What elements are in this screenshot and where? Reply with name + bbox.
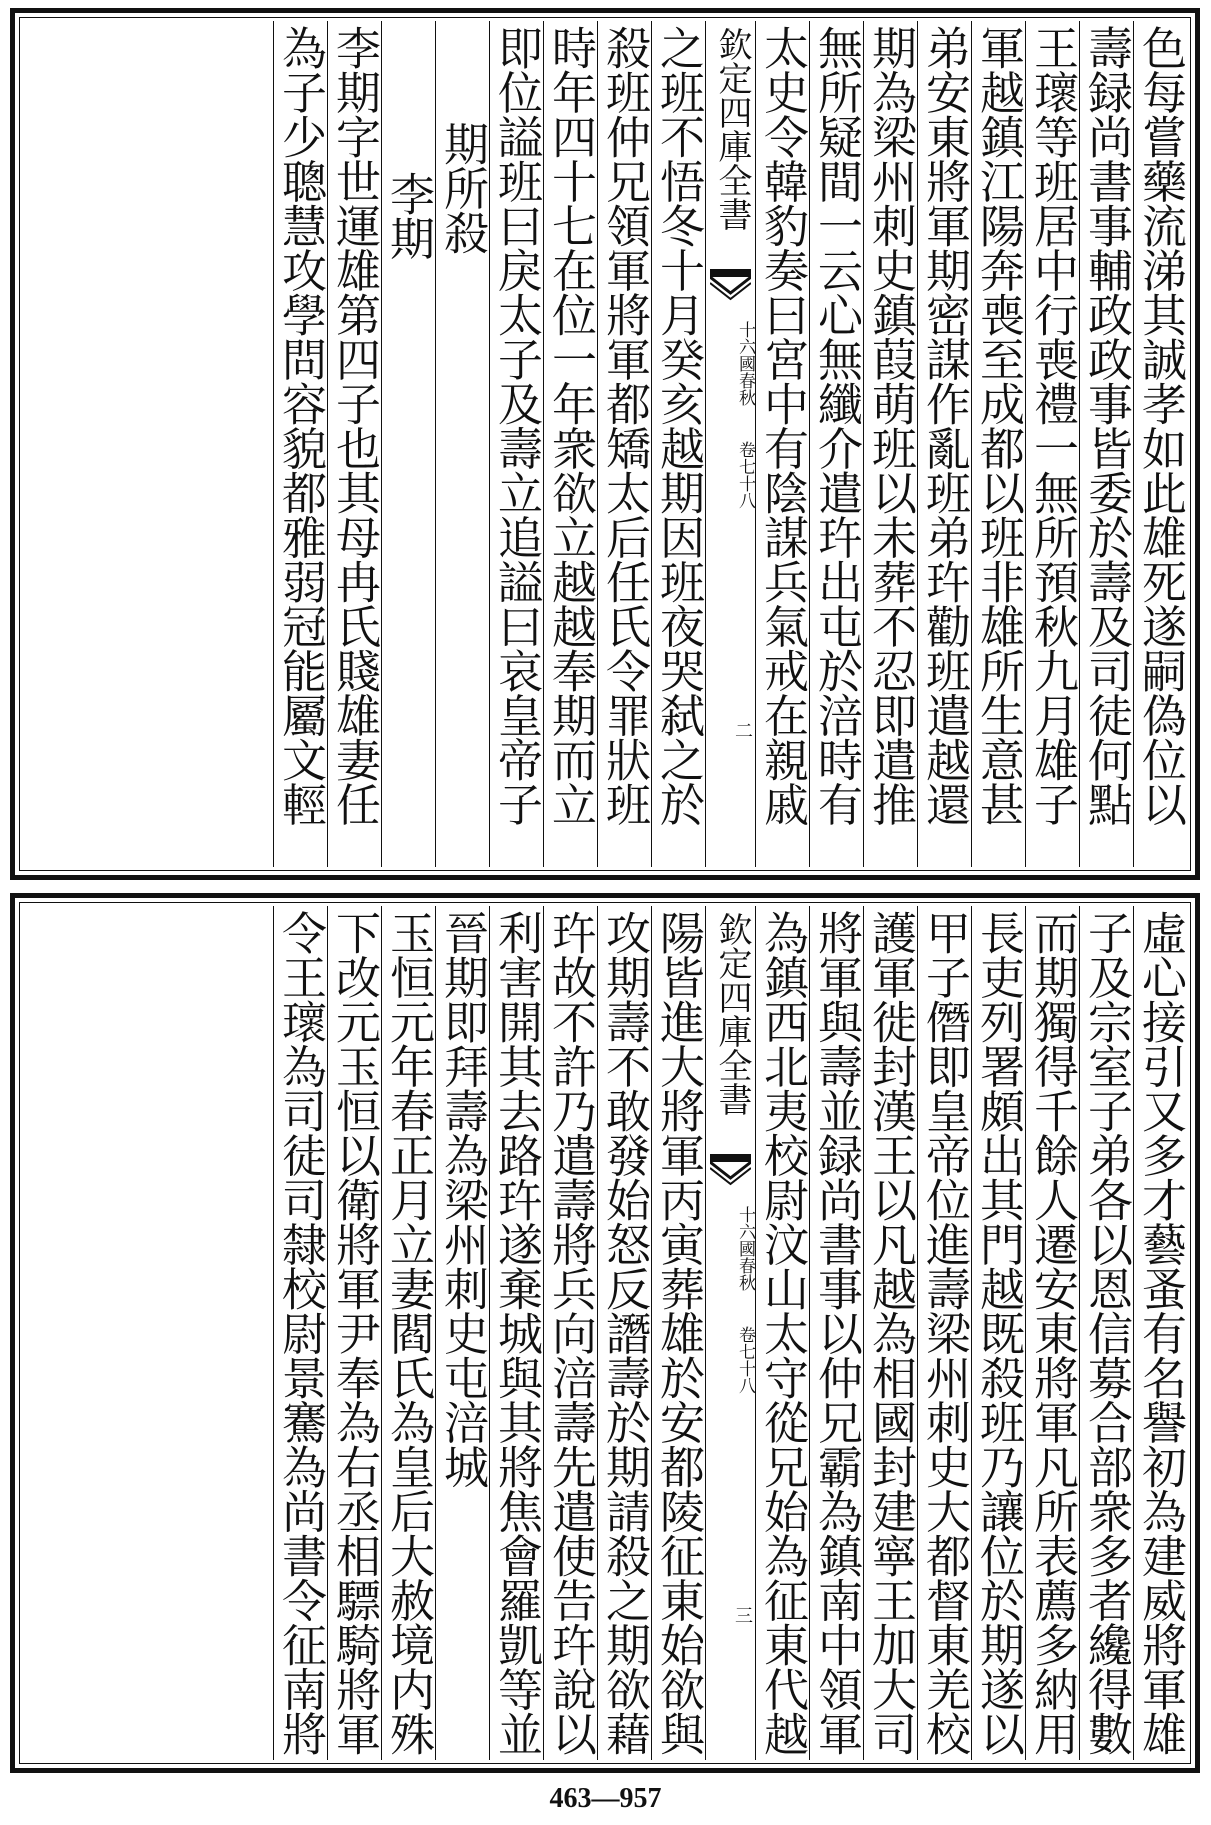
page-spread-bottom bbox=[10, 893, 1200, 1773]
text-column: 攻期壽不敢發始怒反譖壽於期請殺之期欲藉 bbox=[597, 906, 651, 1760]
text-column: 李期字世運雄第四子也其母冉氏賤雄妻任 bbox=[327, 21, 381, 867]
page-number: 二 bbox=[732, 721, 753, 739]
text-column: 壽録尚書事輔政政事皆委於壽及司徒何點 bbox=[1079, 21, 1133, 867]
page-center-margin bbox=[705, 906, 755, 1760]
book-title: 欽定四庫全書 bbox=[712, 27, 752, 231]
text-column: 陽皆進大將軍丙寅葬雄於安都陵征東始欲與 bbox=[651, 906, 705, 1760]
text-column: 王瓌等班居中行喪禮一無所預秋九月雄子 bbox=[1025, 21, 1079, 867]
text-column: 無所疑間一云心無纖介遣玝出屯於涪時有 bbox=[809, 21, 863, 867]
text-column: 為子少聰慧攻學問容貌都雅弱冠能屬文輕 bbox=[273, 21, 327, 867]
text-column: 利害開其去路玝遂棄城與其將焦會羅凱等並 bbox=[489, 906, 543, 1760]
fish-tail-ornament-icon bbox=[710, 1154, 751, 1188]
page-number: 三 bbox=[732, 1606, 753, 1624]
section-heading: 李期 bbox=[381, 21, 435, 867]
text-column: 為鎮西北夷校尉汶山太守從兄始為征東代越 bbox=[755, 906, 809, 1760]
book-subtitle: 十六國春秋 bbox=[735, 1206, 755, 1291]
text-column: 殺班仲兄領軍將軍都矯太后任氏令罪狀班 bbox=[597, 21, 651, 867]
fish-tail-ornament-icon bbox=[710, 269, 751, 303]
volume-label: 卷七十八 bbox=[735, 441, 755, 509]
text-column: 之班不悟冬十月癸亥越期因班夜哭弑之於 bbox=[651, 21, 705, 867]
text-column: 期所殺 bbox=[435, 21, 489, 867]
text-column: 子及宗室子弟各以恩信募合部衆多者纔得數 bbox=[1079, 906, 1133, 1760]
text-column: 虛心接引又多才藝蚤有名譽初為建威將軍雄 bbox=[1133, 906, 1187, 1760]
page-spread-top bbox=[10, 8, 1200, 880]
book-subtitle: 十六國春秋 bbox=[735, 321, 755, 406]
text-column: 弟安東將軍期密謀作亂班弟玝勸班遣越還 bbox=[917, 21, 971, 867]
text-column: 太史令韓豹奏曰宮中有陰謀兵氣戒在親戚 bbox=[755, 21, 809, 867]
page-center-margin bbox=[705, 21, 755, 867]
text-column: 甲子僭即皇帝位進壽梁州刺史大都督東羌校 bbox=[917, 906, 971, 1760]
text-column: 玝故不許乃遣壽將兵向涪壽先遣使告玝說以 bbox=[543, 906, 597, 1760]
text-column: 時年四十七在位一年衆欲立越越奉期而立 bbox=[543, 21, 597, 867]
volume-label: 卷七十八 bbox=[735, 1326, 755, 1394]
text-column: 下改元玉恒以衛將軍尹奉為右丞相驃騎將軍 bbox=[327, 906, 381, 1760]
text-column: 晉期即拜壽為梁州刺史屯涪城 bbox=[435, 906, 489, 1760]
text-column: 期為梁州刺史鎮葭萌班以未葬不忍即遣推 bbox=[863, 21, 917, 867]
page-footer-number: 463—957 bbox=[549, 1783, 662, 1814]
text-column: 即位謚班曰戾太子及壽立追謚曰哀皇帝子 bbox=[489, 21, 543, 867]
text-column: 將軍與壽並録尚書事以仲兄霸為鎮南中領軍 bbox=[809, 906, 863, 1760]
book-title: 欽定四庫全書 bbox=[712, 912, 752, 1116]
text-column: 長吏列署頗出其門越既殺班乃讓位於期遂以 bbox=[971, 906, 1025, 1760]
text-column: 軍越鎮江陽奔喪至成都以班非雄所生意甚 bbox=[971, 21, 1025, 867]
text-column: 令王瓌為司徒司隸校尉景騫為尚書令征南將 bbox=[273, 906, 327, 1760]
text-column: 玉恒元年春正月立妻閻氏為皇后大赦境内殊 bbox=[381, 906, 435, 1760]
text-column: 護軍徙封漢王以凡越為相國封建寧王加大司 bbox=[863, 906, 917, 1760]
text-column: 色每嘗藥流涕其誠孝如此雄死遂嗣偽位以 bbox=[1133, 21, 1187, 867]
text-column: 而期獨得千餘人遷安東將軍凡所表薦多納用 bbox=[1025, 906, 1079, 1760]
